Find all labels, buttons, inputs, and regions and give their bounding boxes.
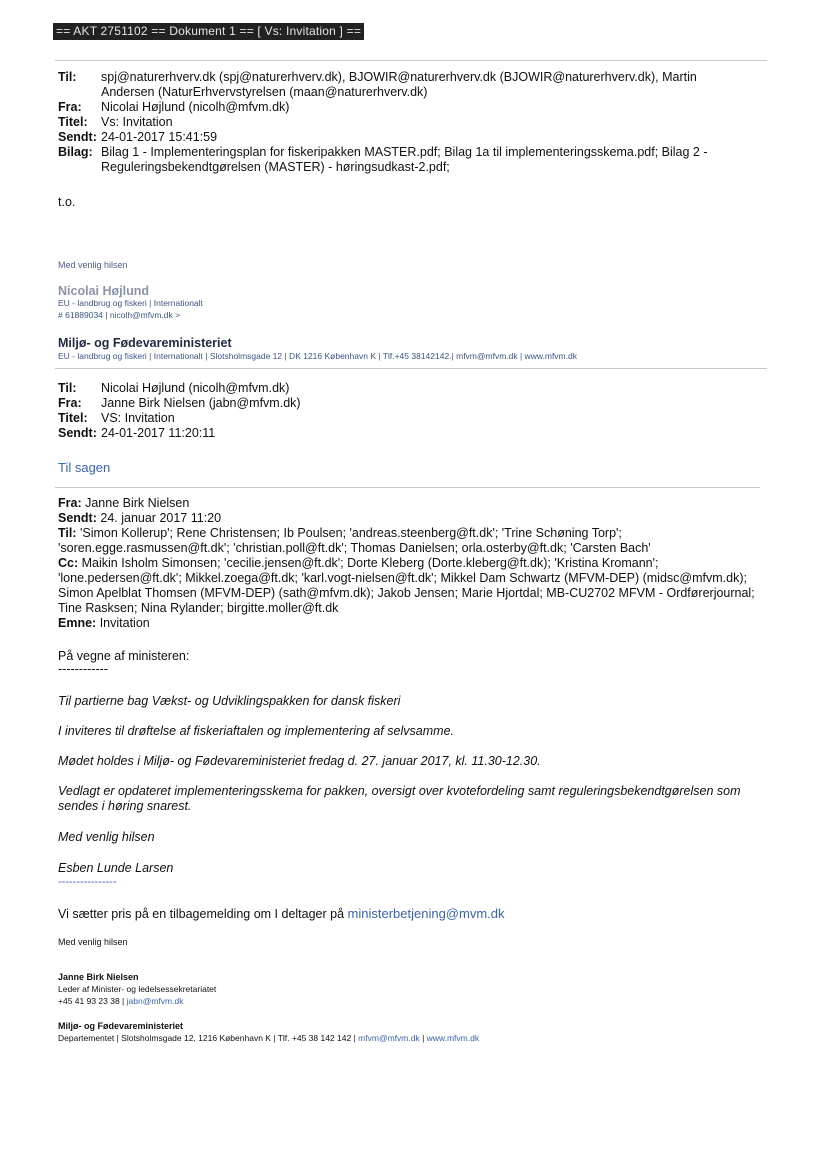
feedback-text: Vi sætter pris på en tilbagemelding om I deltager på [58, 907, 345, 921]
email3-closing: Med venlig hilsen [58, 830, 155, 844]
cc-row [58, 556, 778, 571]
sig3-ministry-email-link[interactable]: mfvm@mfvm.dk [358, 1033, 420, 1043]
email2-body-text: Til sagen [58, 460, 111, 475]
fra-value: Nicolai Højlund (nicolh@mfvm.dk) [101, 100, 290, 114]
email3-paragraph [58, 784, 778, 814]
feedback-email-link[interactable]: ministerbetjening@mvm.dk [347, 906, 505, 921]
sendt-value: 24. januar 2017 11:20 [100, 511, 222, 525]
sig3-email-link[interactable]: jabn@mfvm.dk [126, 996, 184, 1006]
email3-signer: Esben Lunde Larsen [58, 861, 174, 875]
sendt-label: Sendt: [58, 511, 97, 525]
til-value: spj@naturerhverv.dk (spj@naturerhverv.dk), BJOWIR@naturerhverv.dk (BJOWIR@naturerhverv.dk), Martin [101, 70, 697, 84]
cc-row-cont: 'lone.pedersen@ft.dk'; Mikkel.zoega@ft.dk; 'karl.vogt-nielsen@ft.dk'; Mikkel Dam Schwartz (MFVM-DEP) (midsc@mfvm.dk); [58, 571, 747, 585]
titel-label: Titel: [58, 411, 88, 425]
emne-label: Emne: [58, 616, 97, 630]
email3-greeting: Med venlig hilsen [58, 937, 128, 947]
feedback-line [58, 906, 505, 922]
paragraph-line: sendes i høring snarest. [58, 799, 192, 813]
bilag-value-cont: Reguleringsbekendtgørelsen (MASTER) - høringsudkast-2.pdf; [101, 160, 450, 174]
sendt-label: Sendt: [58, 130, 97, 144]
sendt-label: Sendt: [58, 426, 97, 440]
til-label: Til: [58, 381, 77, 395]
emne-value: Invitation [99, 616, 150, 630]
titel-label: Titel: [58, 115, 88, 129]
bilag-value: Bilag 1 - Implementeringsplan for fiskeripakken MASTER.pdf; Bilag 1a til implementeringsskema.pdf; Bilag 2 - [101, 145, 708, 159]
sig1-name: Nicolai Højlund [58, 284, 149, 298]
fra-value: Janne Birk Nielsen [85, 496, 190, 510]
sig3-name: Janne Birk Nielsen [58, 972, 139, 982]
email2-header [58, 381, 758, 443]
titel-value: VS: Invitation [101, 411, 175, 425]
sig3-phone: +45 41 93 23 38 | [58, 996, 125, 1006]
document-header-bar: == AKT 2751102 == Dokument 1 == [ Vs: Invitation ] == [53, 23, 364, 40]
til-value-cont: Andersen (NaturErhvervstyrelsen (maan@naturerhverv.dk) [101, 85, 428, 99]
sig1-unit: EU - landbrug og fiskeri | Internationalt [58, 298, 203, 308]
sig3-ministry: Miljø- og Fødevareministeriet [58, 1021, 184, 1031]
email3-header [58, 496, 778, 631]
cc-row-cont: Simon Apelblat Thomsen (MFVM-DEP) (sath@mfvm.dk); Jakob Jensen; Marie Hjortdal; MB-CU2702 MFVM - Ordførerjournal; [58, 586, 755, 600]
separator: | [422, 1033, 425, 1043]
dashes: ---------------- [58, 876, 117, 888]
sendt-value: 24-01-2017 15:41:59 [101, 130, 218, 144]
til-value: Nicolai Højlund (nicolh@mfvm.dk) [101, 381, 290, 395]
email3-paragraph: Mødet holdes i Miljø- og Fødevareministeriet fredag d. 27. januar 2017, kl. 11.30-12.30. [58, 754, 541, 768]
sendt-row [58, 511, 778, 526]
titel-value: Vs: Invitation [101, 115, 173, 129]
fra-label: Fra: [58, 496, 82, 510]
email1-body: t.o. [58, 195, 76, 209]
email1-header [58, 70, 758, 180]
cc-value: Maikin Isholm Simonsen; 'cecilie.jensen@ft.dk'; Dorte Kleberg (Dorte.kleberg@ft.dk); 'Kristina Kromann'; [81, 556, 659, 570]
sig3-web-link[interactable]: www.mfvm.dk [426, 1033, 480, 1043]
til-value: 'Simon Kollerup'; Rene Christensen; Ib Poulsen; 'andreas.steenberg@ft.dk'; 'Trine Schøning Torp'; [80, 526, 622, 540]
fra-label: Fra: [58, 100, 82, 114]
email2-body [58, 460, 110, 475]
sig3-address: Departementet | Slotsholmsgade 12, 1216 København K | Tlf. +45 38 142 142 | [58, 1033, 356, 1043]
email3-paragraph: I inviteres til drøftelse af fiskeriaftalen og implementering af selvsamme. [58, 724, 454, 738]
email3-paragraph: Til partierne bag Vækst- og Udviklingspakken for dansk fiskeri [58, 694, 401, 708]
divider [55, 487, 760, 488]
sendt-value: 24-01-2017 11:20:11 [101, 426, 216, 440]
email3-intro: På vegne af ministeren: [58, 649, 190, 663]
sig3-address-line [58, 1033, 479, 1043]
cc-row-cont: Tine Rasksen; Nina Rylander; birgitte.moller@ft.dk [58, 601, 339, 615]
divider [55, 368, 767, 369]
emne-row [58, 616, 778, 631]
til-label: Til: [58, 526, 77, 540]
paragraph-line: Vedlagt er opdateret implementeringsskema for pakken, oversigt over kvotefordeling samt reguleringsbekendtgørelsen som [58, 784, 741, 798]
sig3-title: Leder af Minister- og ledelsessekretariatet [58, 984, 217, 994]
til-label: Til: [58, 70, 77, 84]
bilag-label: Bilag: [58, 145, 93, 159]
fra-label: Fra: [58, 396, 82, 410]
divider [55, 60, 767, 61]
til-row-cont: 'soren.egge.rasmussen@ft.dk'; 'christian.poll@ft.dk'; Thomas Danielsen; orla.osterby@ft.dk; 'Carsten Bach' [58, 541, 651, 555]
dashes: ------------ [58, 662, 108, 676]
fra-row [58, 496, 778, 511]
fra-value: Janne Birk Nielsen (jabn@mfvm.dk) [101, 396, 301, 410]
sig1-ministry: Miljø- og Fødevareministeriet [58, 336, 232, 350]
sig1-greeting: Med venlig hilsen [58, 260, 128, 270]
til-row [58, 526, 778, 541]
sig3-contact [58, 996, 183, 1006]
sig1-phone-email: # 61889034 | nicolh@mfvm.dk > [58, 310, 181, 320]
sig1-address: EU - landbrug og fiskeri | Internationalt | Slotsholmsgade 12 | DK 1216 København K | Tlf.+45 38142142.| mfvm@mfvm.dk | www.mfvm.dk [58, 351, 577, 361]
cc-label: Cc: [58, 556, 79, 570]
